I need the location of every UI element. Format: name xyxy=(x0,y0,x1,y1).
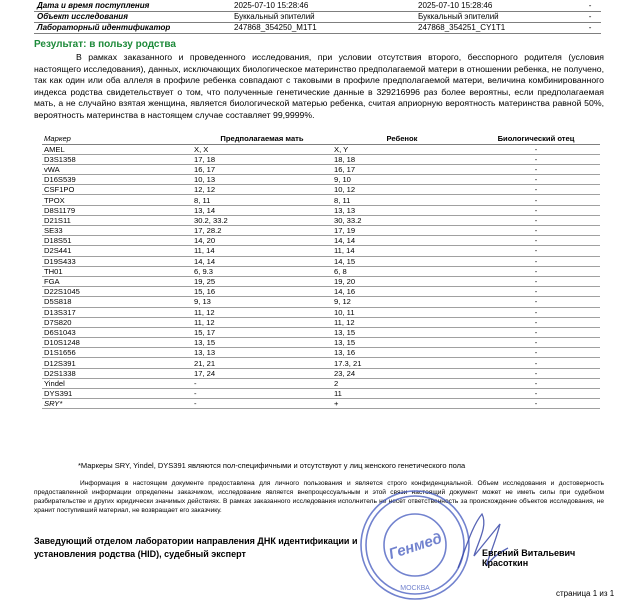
cell-mother: 17, 18 xyxy=(192,154,332,164)
cell-marker: D16S539 xyxy=(42,175,192,185)
cell-child: 16, 17 xyxy=(332,164,472,174)
cell-mother: 19, 25 xyxy=(192,276,332,286)
cell-marker: vWA xyxy=(42,164,192,174)
cell-father: - xyxy=(472,215,600,225)
info-value-mother: Буккальный эпителий xyxy=(220,11,406,22)
cell-child: 30, 33.2 xyxy=(332,215,472,225)
cell-mother: 11, 12 xyxy=(192,307,332,317)
cell-child: 13, 15 xyxy=(332,327,472,337)
cell-mother: 13, 13 xyxy=(192,348,332,358)
stamp-city: МОСКВА xyxy=(400,585,430,592)
cell-child: 6, 8 xyxy=(332,266,472,276)
cell-father: - xyxy=(472,195,600,205)
table-row xyxy=(42,297,600,307)
cell-mother: 8, 11 xyxy=(192,195,332,205)
cell-marker: D3S1358 xyxy=(42,154,192,164)
info-row xyxy=(34,0,601,11)
info-label: Объект исследования xyxy=(34,11,220,22)
cell-marker: DYS391 xyxy=(42,389,192,399)
cell-child: X, Y xyxy=(332,144,472,154)
cell-father: - xyxy=(472,266,600,276)
cell-father: - xyxy=(472,226,600,236)
cell-father: - xyxy=(472,389,600,399)
cell-mother: - xyxy=(192,389,332,399)
cell-marker: D8S1179 xyxy=(42,205,192,215)
table-row xyxy=(42,175,600,185)
cell-marker: D18S51 xyxy=(42,236,192,246)
cell-marker: CSF1PO xyxy=(42,185,192,195)
cell-marker: D2S1338 xyxy=(42,368,192,378)
info-label: Лабораторный идентификатор xyxy=(34,22,220,33)
cell-mother: - xyxy=(192,399,332,409)
cell-mother: 6, 9.3 xyxy=(192,266,332,276)
header-marker: Маркер xyxy=(42,133,192,144)
cell-marker: D13S317 xyxy=(42,307,192,317)
cell-marker: AMEL xyxy=(42,144,192,154)
cell-child: 17, 19 xyxy=(332,226,472,236)
cell-child: 9, 10 xyxy=(332,175,472,185)
table-row xyxy=(42,368,600,378)
table-row xyxy=(42,399,600,409)
cell-mother: 17, 24 xyxy=(192,368,332,378)
cell-mother: 13, 14 xyxy=(192,205,332,215)
cell-child: 14, 14 xyxy=(332,236,472,246)
header-child: Ребенок xyxy=(332,133,472,144)
table-row xyxy=(42,378,600,388)
info-value-father: - xyxy=(586,22,601,33)
cell-mother: 14, 14 xyxy=(192,256,332,266)
cell-child: 11 xyxy=(332,389,472,399)
cell-mother: 11, 14 xyxy=(192,246,332,256)
table-row xyxy=(42,246,600,256)
cell-mother: 17, 28.2 xyxy=(192,226,332,236)
info-value-mother: 2025-07-10 15:28:46 xyxy=(220,0,406,11)
cell-father: - xyxy=(472,144,600,154)
cell-mother: 16, 17 xyxy=(192,164,332,174)
table-row xyxy=(42,236,600,246)
table-row xyxy=(42,185,600,195)
result-heading: Результат: в пользу родства xyxy=(34,39,176,50)
info-value-child: 2025-07-10 15:28:46 xyxy=(406,0,586,11)
cell-marker: D7S820 xyxy=(42,317,192,327)
info-row xyxy=(34,11,601,22)
info-value-child: Буккальный эпителий xyxy=(406,11,586,22)
cell-mother: 21, 21 xyxy=(192,358,332,368)
cell-child: 23, 24 xyxy=(332,368,472,378)
info-label: Дата и время поступления xyxy=(34,0,220,11)
info-value-father: - xyxy=(586,0,601,11)
cell-father: - xyxy=(472,246,600,256)
cell-father: - xyxy=(472,164,600,174)
cell-child: 13, 16 xyxy=(332,348,472,358)
signatory-name: Евгений Витальевич Красоткин xyxy=(482,548,576,568)
info-value-father: - xyxy=(586,11,601,22)
table-row xyxy=(42,276,600,286)
cell-father: - xyxy=(472,276,600,286)
header-mother: Предполагаемая мать xyxy=(192,133,332,144)
cell-mother: 15, 17 xyxy=(192,327,332,337)
cell-marker: TH01 xyxy=(42,266,192,276)
cell-mother: 9, 13 xyxy=(192,297,332,307)
table-row xyxy=(42,317,600,327)
result-paragraph: В рамках заказанного и проведенного исследования, при условии отсутствия второго, бесспорного родителя (условия настоящего исследования), данных, исключающих биологическое материнство предполагаемой матери в отношении ребенка, не получено, так как один или оба аллеля в профиле ребенка совпадают с таковыми в профиле предполагаемой матери, величина комбинированного индекса родства свидетельствует о том, что полученные генетические данные в 329216996 раз более вероятны, если предполагаемая мать, а не случайно взятая женщина, является биологической матерью ребенка, считая априорную вероятность материнства равной 50%, вероятность материнства в настоящем случае составляет 99,9999%. xyxy=(34,52,604,120)
cell-child: 8, 11 xyxy=(332,195,472,205)
table-header-row xyxy=(42,133,600,144)
cell-marker: D10S1248 xyxy=(42,338,192,348)
cell-marker: FGA xyxy=(42,276,192,286)
cell-mother: - xyxy=(192,378,332,388)
table-row xyxy=(42,389,600,399)
cell-marker: D2S441 xyxy=(42,246,192,256)
cell-mother: 11, 12 xyxy=(192,317,332,327)
cell-father: - xyxy=(472,307,600,317)
table-row xyxy=(42,358,600,368)
cell-father: - xyxy=(472,297,600,307)
cell-marker: TPOX xyxy=(42,195,192,205)
cell-child: 14, 16 xyxy=(332,287,472,297)
table-row xyxy=(42,348,600,358)
signatory-title: Заведующий отделом лаборатории направления ДНК идентификации и установления родства (HID), судебный эксперт xyxy=(34,536,358,559)
cell-mother: 14, 20 xyxy=(192,236,332,246)
table-row xyxy=(42,154,600,164)
table-row xyxy=(42,287,600,297)
footnote: *Маркеры SRY, Yindel, DYS391 являются пол-специфичными и отсутствуют у лиц женского генетического пола xyxy=(78,461,466,470)
cell-marker: D12S391 xyxy=(42,358,192,368)
table-row xyxy=(42,195,600,205)
cell-mother: 13, 15 xyxy=(192,338,332,348)
cell-child: 17.3, 21 xyxy=(332,358,472,368)
cell-marker: D22S1045 xyxy=(42,287,192,297)
header-father: Биологический отец xyxy=(472,133,600,144)
cell-father: - xyxy=(472,205,600,215)
cell-father: - xyxy=(472,368,600,378)
info-value-child: 247868_354251_CY1T1 xyxy=(406,22,586,33)
cell-marker: Yindel xyxy=(42,378,192,388)
cell-marker: D6S1043 xyxy=(42,327,192,337)
cell-father: - xyxy=(472,317,600,327)
info-row xyxy=(34,22,601,33)
table-row xyxy=(42,307,600,317)
stamp-name: Генмед xyxy=(386,529,445,563)
cell-child: 11, 12 xyxy=(332,317,472,327)
cell-father: - xyxy=(472,338,600,348)
table-row xyxy=(42,256,600,266)
cell-child: 13, 15 xyxy=(332,338,472,348)
cell-father: - xyxy=(472,327,600,337)
cell-child: 13, 13 xyxy=(332,205,472,215)
disclaimer: Информация в настоящем документе предоставлена для личного пользования и является строго конфиденциальной. Объем исследования и достоверность предоставленной информации определены заказчиком, исследование является внепроцессуальным и этой связи настоящий документ может не иметь силы при судебном разбирательстве и других юридически значимых действиях. В рамках заказанного исследования исполнитель не несет ответственность за происхождение объектов исследования, не хранит поступивший материал, не возвращает его заказчику. xyxy=(34,480,604,514)
cell-child: + xyxy=(332,399,472,409)
cell-child: 11, 14 xyxy=(332,246,472,256)
cell-father: - xyxy=(472,287,600,297)
table-row xyxy=(42,338,600,348)
page-number: страница 1 из 1 xyxy=(556,589,615,598)
cell-marker: D5S818 xyxy=(42,297,192,307)
cell-child: 2 xyxy=(332,378,472,388)
table-row xyxy=(42,144,600,154)
table-row xyxy=(42,164,600,174)
cell-father: - xyxy=(472,175,600,185)
cell-mother: 10, 13 xyxy=(192,175,332,185)
cell-father: - xyxy=(472,358,600,368)
sample-info-table xyxy=(34,0,601,34)
cell-child: 19, 20 xyxy=(332,276,472,286)
cell-mother: 15, 16 xyxy=(192,287,332,297)
cell-mother: 30.2, 33.2 xyxy=(192,215,332,225)
genotype-table xyxy=(42,133,600,409)
cell-mother: X, X xyxy=(192,144,332,154)
cell-marker: D21S11 xyxy=(42,215,192,225)
cell-marker: SRY* xyxy=(42,399,192,409)
cell-marker: SE33 xyxy=(42,226,192,236)
cell-father: - xyxy=(472,348,600,358)
cell-father: - xyxy=(472,236,600,246)
cell-child: 10, 11 xyxy=(332,307,472,317)
table-row xyxy=(42,226,600,236)
cell-father: - xyxy=(472,399,600,409)
cell-marker: D19S433 xyxy=(42,256,192,266)
cell-child: 18, 18 xyxy=(332,154,472,164)
cell-child: 10, 12 xyxy=(332,185,472,195)
table-row xyxy=(42,266,600,276)
cell-marker: D1S1656 xyxy=(42,348,192,358)
cell-father: - xyxy=(472,185,600,195)
table-row xyxy=(42,327,600,337)
cell-mother: 12, 12 xyxy=(192,185,332,195)
cell-child: 9, 12 xyxy=(332,297,472,307)
cell-father: - xyxy=(472,256,600,266)
cell-child: 14, 15 xyxy=(332,256,472,266)
cell-father: - xyxy=(472,378,600,388)
cell-father: - xyxy=(472,154,600,164)
table-row xyxy=(42,215,600,225)
table-row xyxy=(42,205,600,215)
info-value-mother: 247868_354250_M1T1 xyxy=(220,22,406,33)
